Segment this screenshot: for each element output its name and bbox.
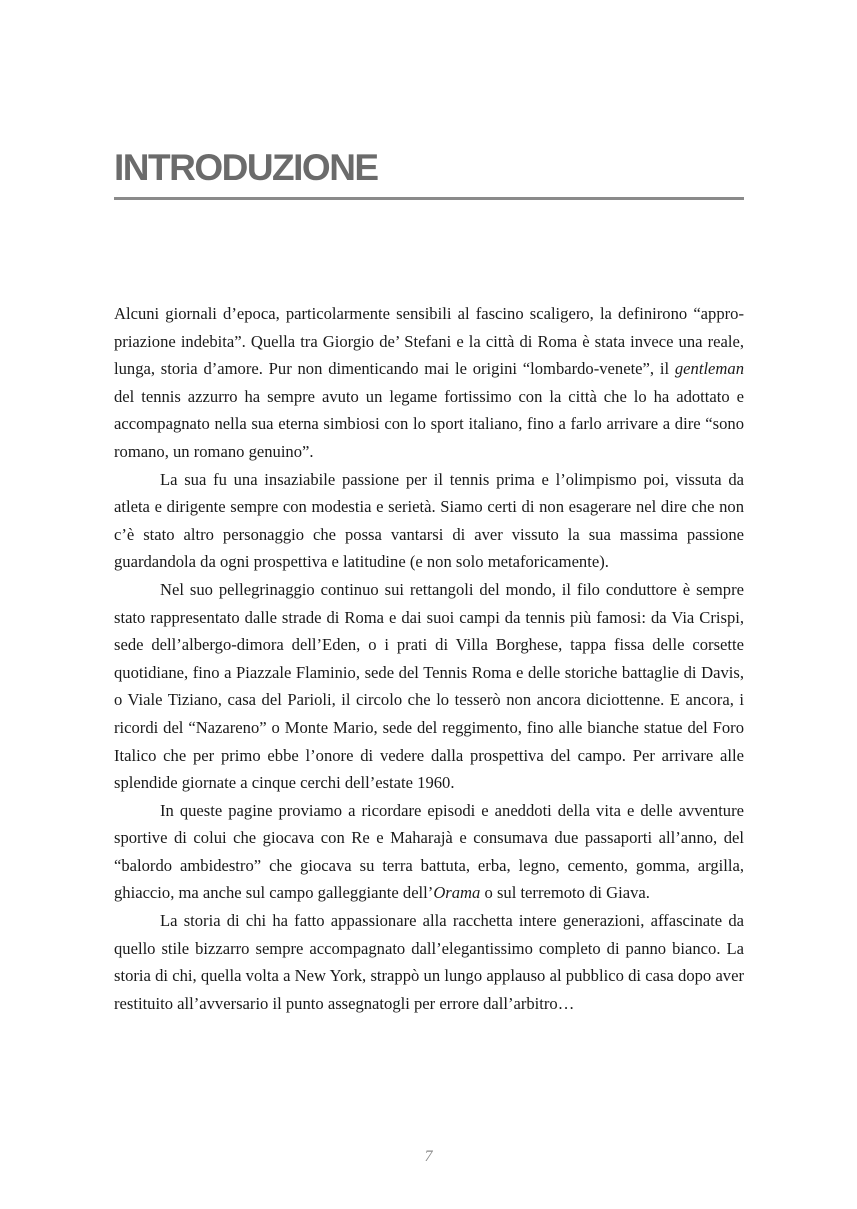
paragraph-1-text-b: del tennis azzurro ha sempre avuto un legame fortissimo con la città che lo ha adottato e accompagnato nella sua eterna simbiosi con lo sport italiano, fino a farlo arrivare a dire “sono romano, un romano genuino”.	[114, 386, 744, 461]
paragraph-4-text-a: In queste pagine proviamo a ricordare episodi e aneddoti della vita e delle avventure sportive di colui che giocava con Re e Maharajà e consumava due passaporti all’anno, del “balordo ambidestro” che giocava su terra battuta, erba, legno, cemento, gomma, argilla, ghiaccio, ma anche sul campo galleggiante dell’	[114, 800, 744, 903]
body-text	[114, 300, 744, 1017]
page-number: 7	[424, 1148, 433, 1165]
paragraph-3: Nel suo pellegrinaggio continuo sui rettangoli del mondo, il filo conduttore è sempre stato rappresentato dalle strade di Roma e dai suoi campi da tennis più famosi: da Via Crispi, sede dell’albergo-dimora dell’Eden, o i prati di Villa Borghese, tappa fissa delle corsette quotidiane, fino a Piazzale Flaminio, sede del Tennis Roma e delle storiche battaglie di Davis, o Viale Tiziano, casa del Parioli, il circolo che lo tesserò non ancora diciottenne. E ancora, i ricordi del “Nazareno” o Monte Mario, sede del reggimento, fino alle bianche statue del Foro Italico che per primo ebbe l’onore di vedere dalla prospettiva del campo. Per arrivare alle splendide giornate a cinque cerchi dell’estate 1960.	[114, 579, 744, 793]
paragraph-1-italic: gentleman	[674, 359, 744, 379]
paragraph-4-text-b: o sul terremoto di Giava.	[480, 883, 650, 903]
paragraph-1-text-a: Alcuni giornali d’epoca, particolarmente sensibili al fascino scaligero, la definirono “appropriazione indebita”. Quella tra Giorgio de’ Stefani e la città di Roma è stata invece una reale, lunga, storia d’amore. Pur non dimenticando mai le origini “lombardo-venete”, il	[114, 304, 744, 379]
paragraph-4-italic: Orama	[433, 883, 481, 903]
paragraph-2: La sua fu una insaziabile passione per il tennis prima e l’olimpismo poi, vissuta da atleta e dirigente sempre con modestia e serietà. Siamo certi di non esagerare nel dire che non c’è stato altro personaggio che possa vantarsi di aver vissuto la sua massima passione guardandola da ogni prospettiva e latitudine (e non solo metaforicamente).	[114, 469, 744, 572]
paragraph-4	[114, 797, 744, 907]
paragraph-5: La storia di chi ha fatto appassionare alla racchetta intere generazioni, affascinate da quello stile bizzarro sempre accompagnato dall’elegantissimo completo di panno bianco. La storia di chi, quella volta a New York, strappò un lungo applauso al pubblico di casa dopo aver restituito all’avversario il punto assegnatogli per errore dall’arbitro…	[114, 911, 744, 1013]
paragraph-1	[114, 300, 744, 466]
page-title: INTRODUZIONE	[114, 147, 378, 188]
title-divider	[114, 197, 744, 200]
